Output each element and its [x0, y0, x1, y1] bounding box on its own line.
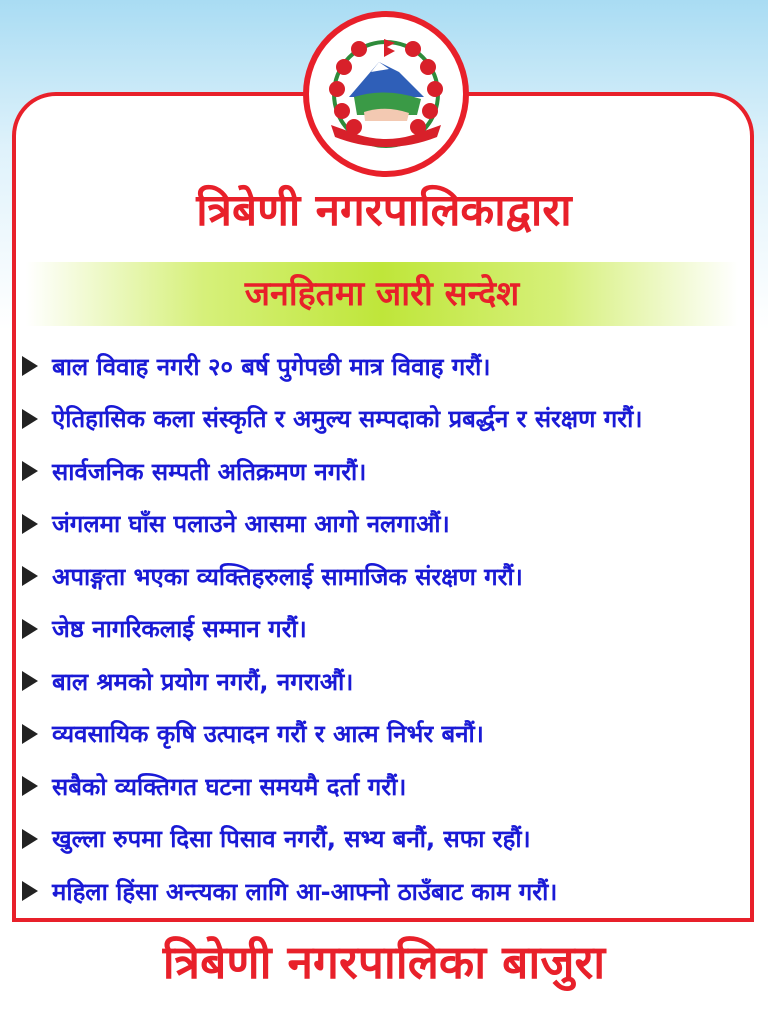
bullet-arrow-icon	[22, 566, 38, 586]
list-item: जंगलमा घाँस पलाउने आसमा आगो नलगाऔं।	[20, 498, 750, 551]
list-item: खुल्ला रुपमा दिसा पिसाव नगरौं, सभ्य बनौं, सफा रहौं।	[20, 813, 750, 866]
header-title: त्रिबेणी नगरपालिकाद्वारा	[196, 185, 572, 236]
bullet-arrow-icon	[22, 724, 38, 744]
list-item: बाल विवाह नगरी २० बर्ष पुगेपछी मात्र विवाह गरौं।	[20, 340, 750, 393]
list-item: ऐतिहासिक कला संस्कृति र अमुल्य सम्पदाको प्रबर्द्धन र संरक्षण गरौं।	[20, 393, 750, 446]
list-item: सार्वजनिक सम्पती अतिक्रमण नगरौं।	[20, 445, 750, 498]
bullet-arrow-icon	[22, 829, 38, 849]
bullet-arrow-icon	[22, 619, 38, 639]
bullet-arrow-icon	[22, 671, 38, 691]
list-item: व्यवसायिक कृषि उत्पादन गरौं र आत्म निर्भर बनौं।	[20, 708, 750, 761]
emblem-icon	[309, 17, 463, 171]
bullet-arrow-icon	[22, 356, 38, 376]
bullet-arrow-icon	[22, 776, 38, 796]
bullet-arrow-icon	[22, 514, 38, 534]
subtitle-banner	[26, 262, 738, 326]
message-list	[20, 340, 750, 918]
list-item: सबैको व्यक्तिगत घटना समयमै दर्ता गरौं।	[20, 760, 750, 813]
bullet-arrow-icon	[22, 881, 38, 901]
list-item: अपाङ्गता भएका व्यक्तिहरुलाई सामाजिक संरक्षण गरौं।	[20, 550, 750, 603]
subtitle: जनहितमा जारी सन्देश	[244, 274, 520, 314]
footer-title: त्रिबेणी नगरपालिका बाजुरा	[162, 935, 606, 989]
bullet-arrow-icon	[22, 461, 38, 481]
nepal-emblem	[303, 11, 469, 177]
list-item: महिला हिंसा अन्त्यका लागि आ-आफ्नो ठाउँबाट काम गरौं।	[20, 865, 750, 918]
list-item: जेष्ठ नागरिकलाई सम्मान गरौं।	[20, 603, 750, 656]
list-item: बाल श्रमको प्रयोग नगरौं, नगराऔं।	[20, 655, 750, 708]
bullet-arrow-icon	[22, 409, 38, 429]
